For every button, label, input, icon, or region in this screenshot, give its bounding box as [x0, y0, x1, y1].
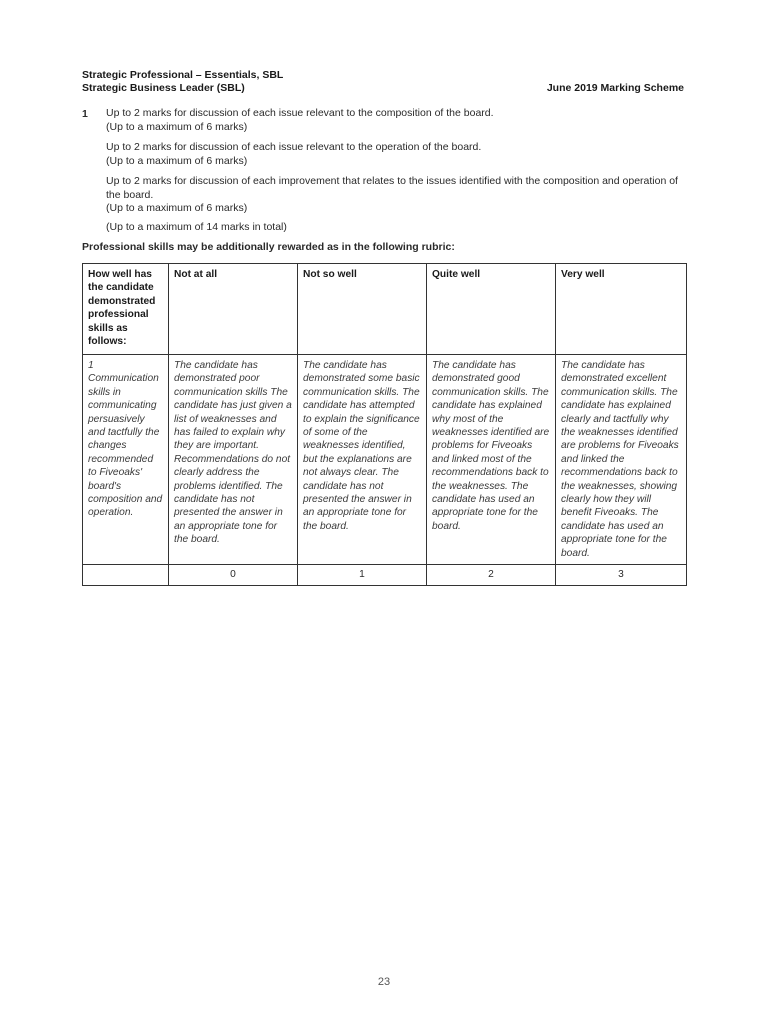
question-paragraph-3 [106, 175, 686, 216]
descriptor-not-at-all: The candidate has demonstrated poor communication skills The candidate has just given a list of weaknesses and has failed to explain why they are important. Recommendations do not clearly address the problems identified. The candidate has not presented the answer in an appropriate tone for the board. [169, 355, 298, 565]
paragraph-line: Up to 2 marks for discussion of each improvement that relates to the issues identified with the composition and operation of the board. [106, 175, 678, 201]
criterion-text: Communication skills in communicating persuasively and tactfully the changes recommended to Fiveoaks' board's composition and operation. [88, 373, 163, 519]
rubric-header-cell: Quite well [427, 264, 556, 355]
criterion-number: 1 [88, 360, 94, 371]
header-title-line2: Strategic Business Leader (SBL) [82, 82, 245, 94]
document-header [82, 69, 283, 95]
score-cell: 3 [556, 565, 687, 586]
descriptor-quite-well: The candidate has demonstrated good communication skills. The candidate has explained why most of the weaknesses identified are problems for Fiveoaks and linked most of the recommendations back to the weaknesses. The candidate has used an appropriate tone for the board. [427, 355, 556, 565]
descriptor-not-so-well: The candidate has demonstrated some basic communication skills. The candidate has attempted to explain the significance of some of the weaknesses identified, but the explanations are not always clear. The candidate has not presented the answer in an appropriate tone for the board. [298, 355, 427, 565]
professional-skills-intro: Professional skills may be additionally rewarded as in the following rubric: [82, 241, 455, 253]
question-number: 1 [82, 108, 88, 120]
rubric-criterion-row [83, 355, 687, 565]
rubric-score-row [83, 565, 687, 586]
header-marking-scheme: June 2019 Marking Scheme [546, 82, 684, 94]
header-title-line1: Strategic Professional – Essentials, SBL [82, 69, 284, 81]
rubric-header-cell: Not so well [298, 264, 427, 355]
paragraph-line: (Up to a maximum of 6 marks) [106, 154, 248, 167]
rubric-header-cell: Very well [556, 264, 687, 355]
paragraph-line: Up to 2 marks for discussion of each issue relevant to the composition of the board. [106, 107, 494, 119]
question-paragraph-4 [106, 221, 686, 235]
paragraph-line: (Up to a maximum of 6 marks) [106, 120, 248, 133]
score-cell: 1 [298, 565, 427, 586]
page-number: 23 [377, 976, 391, 988]
descriptor-very-well: The candidate has demonstrated excellent communication skills. The candidate has explained clearly and tactfully why the weaknesses identified are problems for Fiveoaks and linked the recommendations back to the weaknesses, showing clearly how they will benefit Fiveoaks. The candidate has used an appropriate tone for the board. [556, 355, 687, 565]
score-cell [83, 565, 169, 586]
rubric-header-row [83, 264, 687, 355]
criterion-cell [83, 355, 169, 565]
rubric-table [82, 263, 687, 586]
rubric-header-cell: Not at all [169, 264, 298, 355]
score-cell: 0 [169, 565, 298, 586]
rubric-header-cell: How well has the candidate demonstrated professional skills as follows: [83, 264, 169, 355]
paragraph-line: (Up to a maximum of 14 marks in total) [106, 221, 287, 233]
question-paragraph-2 [106, 141, 686, 168]
score-cell: 2 [427, 565, 556, 586]
paragraph-line: (Up to a maximum of 6 marks) [106, 202, 248, 214]
question-paragraph-1 [106, 107, 686, 134]
paragraph-line: Up to 2 marks for discussion of each issue relevant to the operation of the board. [106, 141, 482, 153]
